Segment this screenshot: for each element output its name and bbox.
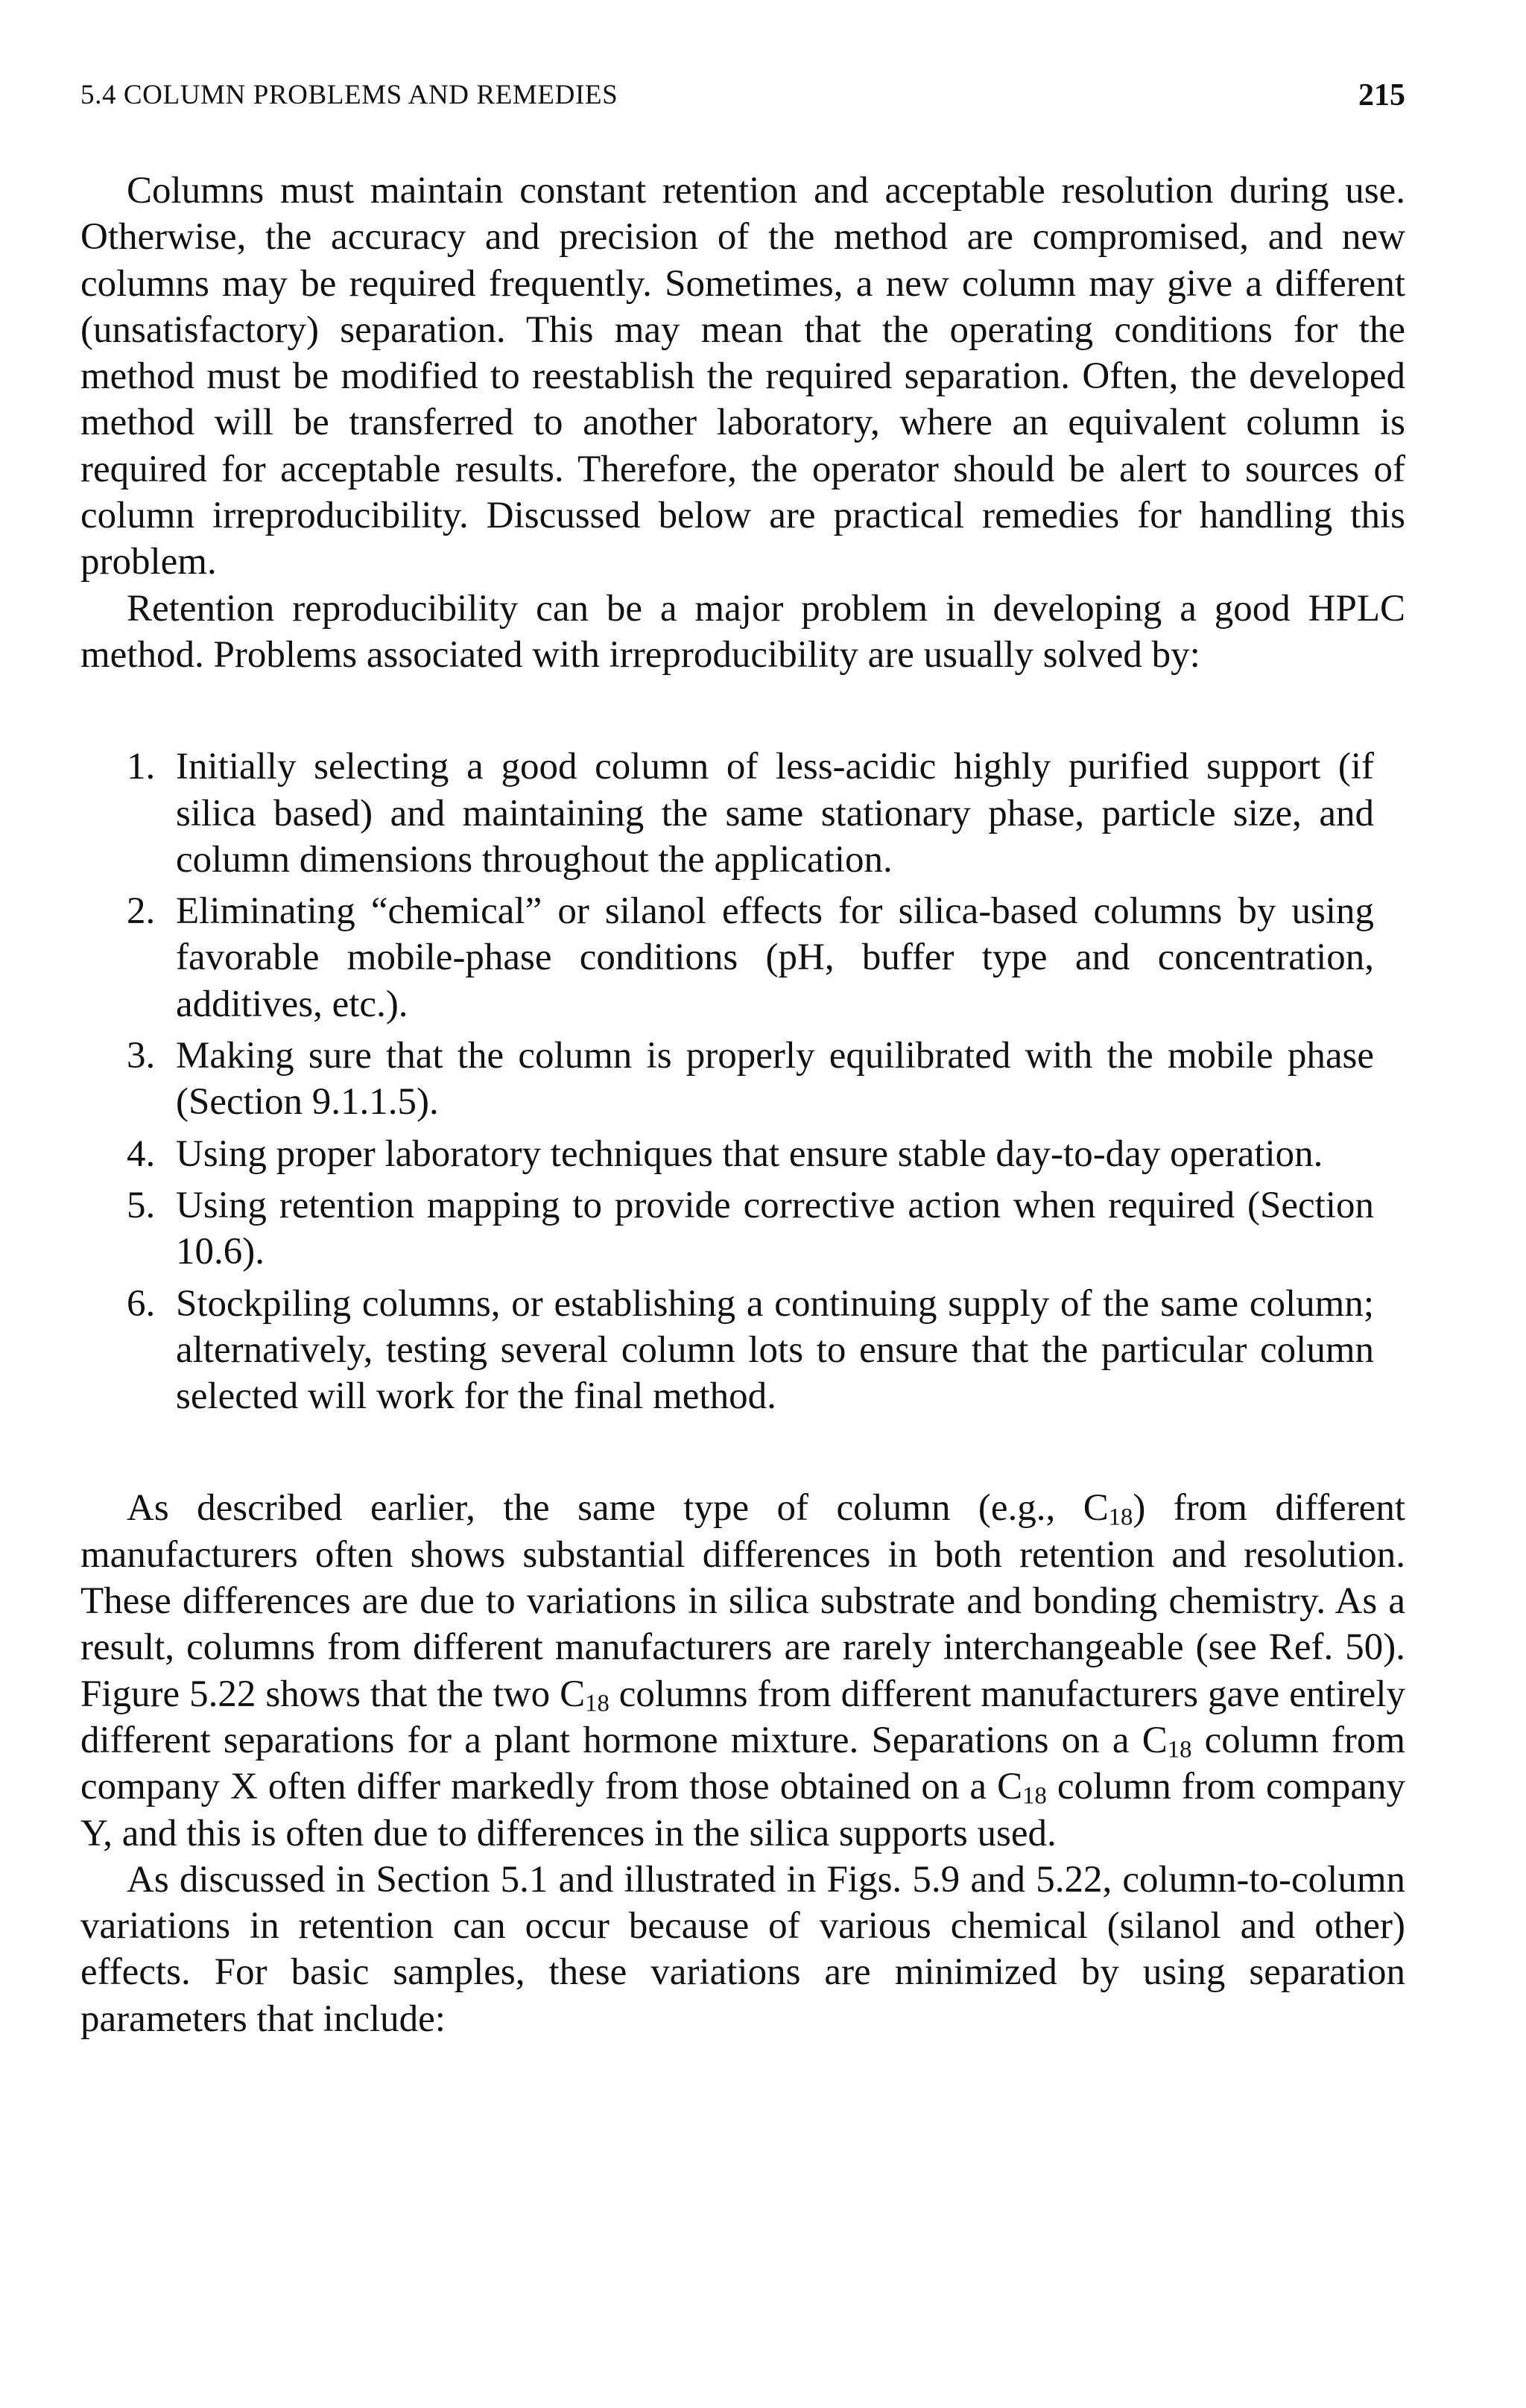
paragraph-manufacturer-differences <box>80 1485 1405 1856</box>
subscript: 18 <box>1022 1782 1047 1810</box>
page-header <box>80 73 1405 118</box>
list-item-number: 5. <box>127 1184 156 1226</box>
text-run: columns from different manufacturers gave entirely different separations for a plant hormone mixture. Separations on a C <box>80 1673 1405 1761</box>
list-item <box>80 888 1405 1027</box>
list-item-text: Stockpiling columns, or establishing a continuing supply of the same column; alternatively, testing several column lots to ensure that the particular column selected will work for the final method. <box>176 1282 1374 1418</box>
list-item-text: Using retention mapping to provide corrective action when required (Section 10.6). <box>176 1184 1374 1273</box>
subscript: 18 <box>1167 1736 1192 1764</box>
running-head: 5.4 COLUMN PROBLEMS AND REMEDIES <box>80 80 618 110</box>
page-number: 215 <box>1358 78 1405 113</box>
list-item-text: Making sure that the column is properly equilibrated with the mobile phase (Section 9.1.1.5). <box>176 1035 1374 1124</box>
list-item-number: 1. <box>127 746 156 788</box>
paragraph-column-requirements: Columns must maintain constant retention and acceptable resolution during use. Otherwise, the accuracy and precision of the method are compromised, and new columns may be required frequently. Sometimes, a new column may give a different (unsatisfactory) separation. This may mean that the operating conditions for the method must be modified to reestablish the required separation. Often, the developed method will be transferred to another laboratory, where an equivalent column is required for acceptable results. Therefore, the operator should be alert to sources of column irreproducibility. Discussed below are practical remedies for handling this problem. <box>80 170 1405 583</box>
list-item-number: 2. <box>127 890 156 933</box>
list-item <box>80 1131 1405 1177</box>
list-item-number: 3. <box>127 1035 156 1077</box>
list-item-number: 6. <box>127 1282 156 1325</box>
text-run: As described earlier, the same type of column (e.g., C <box>127 1487 1109 1530</box>
list-item <box>80 1182 1405 1276</box>
subscript: 18 <box>1108 1504 1133 1531</box>
list-item-text: Eliminating “chemical” or silanol effects for silica-based columns by using favorable mobile-phase conditions (pH, buffer type and concentration, additives, etc.). <box>176 890 1374 1025</box>
text-run: column from company Y, and this is often due to differences in the silica supports used. <box>80 1766 1405 1854</box>
paragraph-column-variations: As discussed in Section 5.1 and illustrated in Figs. 5.9 and 5.22, column-to-column variations in retention can occur because of various chemical (silanol and other) effects. For basic samples, these variations are minimized by using separation parameters that include: <box>80 1858 1405 2040</box>
paragraph-retention-reproducibility: Retention reproducibility can be a major problem in developing a good HPLC method. Problems associated with irreproducibility are usually solved by: <box>80 587 1405 676</box>
list-item <box>80 744 1405 883</box>
list-item-text: Initially selecting a good column of less-acidic highly purified support (if silica based) and maintaining the same stationary phase, particle size, and column dimensions throughout the application. <box>176 746 1374 881</box>
page-body <box>80 168 1405 2042</box>
list-item-number: 4. <box>127 1132 156 1175</box>
list-item <box>80 1033 1405 1126</box>
subscript: 18 <box>585 1690 610 1717</box>
remedies-list <box>80 744 1405 1419</box>
list-item <box>80 1281 1405 1420</box>
text-run: ) from different manufacturers often shows substantial differences in both retention and resolution. These differences are due to variations in silica substrate and bonding chemistry. As a result, columns from different manufacturers are rarely interchangeable (see Ref. 50). Figure 5.22 shows that the two C <box>80 1487 1405 1715</box>
list-item-text: Using proper laboratory techniques that ensure stable day-to-day operation. <box>176 1132 1323 1175</box>
text-run: column from company X often differ markedly from those obtained on a C <box>80 1719 1405 1808</box>
